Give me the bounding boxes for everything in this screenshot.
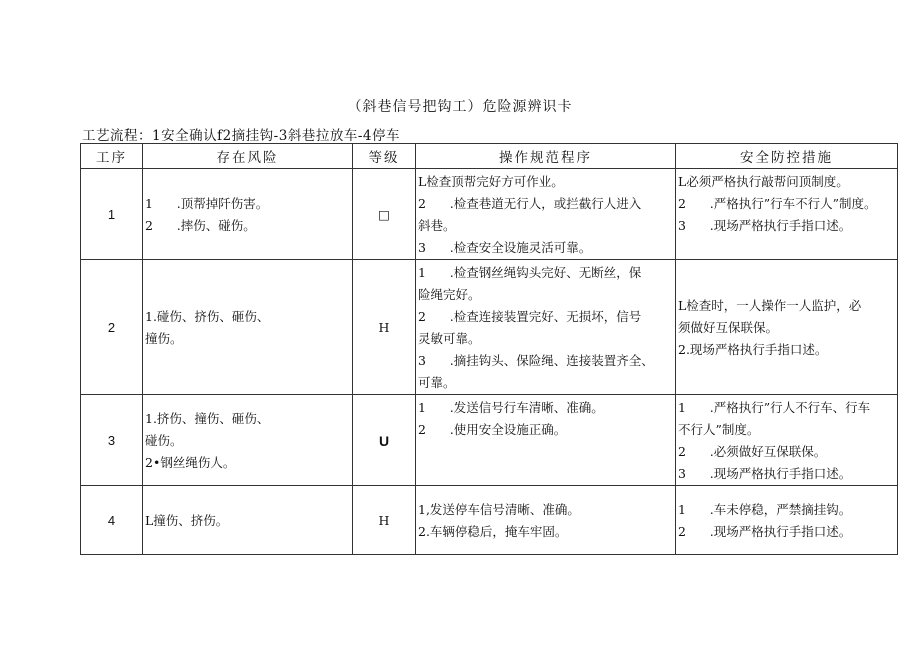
- operation-line: 斜巷。: [418, 218, 456, 233]
- operation-line: 灵敏可靠。: [418, 331, 481, 346]
- stage-cell: 1: [81, 169, 143, 260]
- risk-line: 碰伤。: [145, 433, 183, 448]
- risk-line: 1.挤伤、撞伤、砸伤、: [145, 411, 270, 426]
- safety-line: 3 .现场严格执行手指口述。: [678, 218, 852, 233]
- operation-cell: [416, 260, 676, 395]
- safety-line: 2 .现场严格执行手指口述。: [678, 524, 852, 539]
- operation-line: 可靠。: [418, 375, 456, 390]
- safety-line: 2 .严格执行”行车不行人”制度。: [678, 196, 877, 211]
- operation-line: 2.车辆停稳后，掩车牢固。: [418, 524, 568, 539]
- risk-cell: [143, 395, 353, 486]
- header-grade: 等级: [353, 144, 416, 169]
- table-header-row: [81, 144, 898, 169]
- header-risk: 存在风险: [143, 144, 353, 169]
- stage-cell: 3: [81, 395, 143, 486]
- operation-line: 1,发送停车信号清晰、准确。: [418, 502, 580, 517]
- table-row: [81, 486, 898, 555]
- safety-line: 3 .现场严格执行手指口述。: [678, 466, 852, 481]
- card-title: （斜巷信号把钩工）危险源辨识卡: [347, 99, 573, 115]
- operation-line: L检查顶帮完好方可作业。: [418, 174, 564, 189]
- stage-cell: 2: [81, 260, 143, 395]
- risk-line: 2•钢丝绳伤人。: [145, 455, 236, 470]
- operation-line: 3 .摘挂钩头、保险绳、连接装置齐全、: [418, 353, 654, 368]
- operation-cell: [416, 486, 676, 555]
- grade-cell: U: [353, 395, 416, 486]
- risk-cell: [143, 169, 353, 260]
- safety-line: 不行人”制度。: [678, 422, 760, 437]
- safety-line: 2.现场严格执行手指口述。: [678, 342, 828, 357]
- header-operation: 操作规范程序: [416, 144, 676, 169]
- operation-line: 1 .检查钢丝绳钩头完好、无断丝，保: [418, 265, 642, 280]
- stage-cell: 4: [81, 486, 143, 555]
- grade-cell: H: [353, 260, 416, 395]
- safety-cell: [676, 486, 898, 555]
- safety-cell: [676, 169, 898, 260]
- operation-cell: [416, 169, 676, 260]
- operation-line: 险绳完好。: [418, 287, 481, 302]
- grade-cell: H: [353, 486, 416, 555]
- safety-line: L检查时，一人操作一人监护，必: [678, 298, 862, 313]
- risk-line: L撞伤、挤伤。: [145, 513, 229, 528]
- risk-line: 1.碰伤、挤伤、砸伤、: [145, 309, 270, 324]
- risk-cell: [143, 260, 353, 395]
- operation-line: 3 .检查安全设施灵活可靠。: [418, 240, 592, 255]
- safety-cell: [676, 260, 898, 395]
- header-stage: 工序: [81, 144, 143, 169]
- safety-cell: [676, 395, 898, 486]
- risk-line: 1 .顶帮掉阡伤害。: [145, 196, 269, 211]
- process-flow: 工艺流程：1安全确认f2摘挂钩-3斜巷拉放车-4停车: [82, 128, 400, 144]
- hazard-table: [80, 143, 898, 555]
- risk-cell: [143, 486, 353, 555]
- operation-line: 2 .检查连接装置完好、无损坏，信号: [418, 309, 642, 324]
- safety-line: 1 .严格执行”行人不行车、行车: [678, 400, 871, 415]
- safety-line: L必须严格执行敲帮问顶制度。: [678, 174, 849, 189]
- header-safety: 安全防控措施: [676, 144, 898, 169]
- table-row: [81, 395, 898, 486]
- safety-line: 1 .车未停稳，严禁摘挂钩。: [678, 502, 852, 517]
- operation-line: 1 .发送信号行车清晰、准确。: [418, 400, 604, 415]
- safety-line: 须做好互保联保。: [678, 320, 779, 335]
- grade-cell: □: [353, 169, 416, 260]
- risk-line: 2 .摔伤、碰伤。: [145, 218, 256, 233]
- table-row: [81, 169, 898, 260]
- operation-line: 2 .检查巷道无行人，或拦截行人进入: [418, 196, 642, 211]
- safety-line: 2 .必须做好互保联保。: [678, 444, 827, 459]
- risk-line: 撞伤。: [145, 331, 183, 346]
- table-row: [81, 260, 898, 395]
- operation-line: 2 .使用安全设施正确。: [418, 422, 567, 437]
- operation-cell: [416, 395, 676, 486]
